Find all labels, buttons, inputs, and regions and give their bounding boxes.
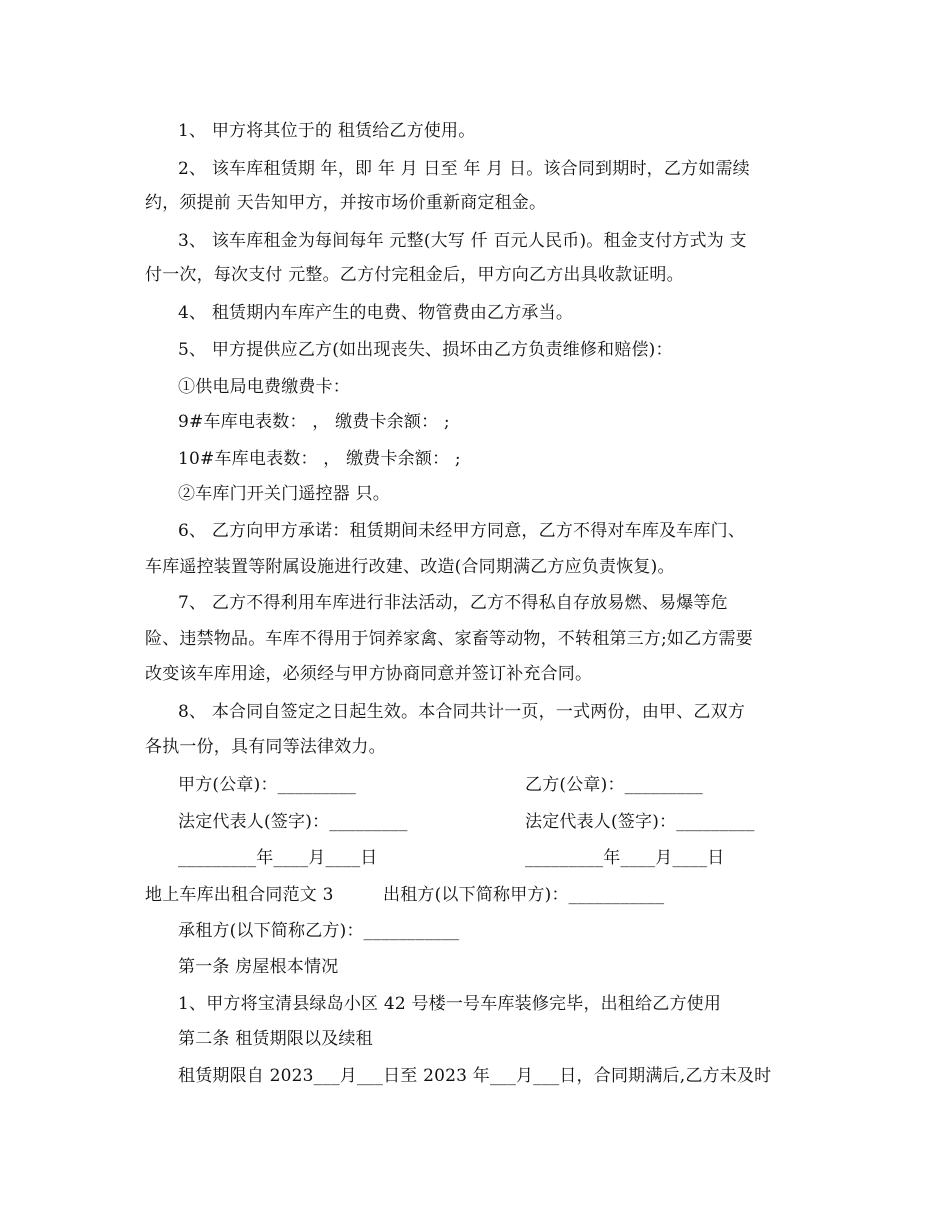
party-a-rep-field: 法定代表人(签字)：_________ — [178, 812, 408, 832]
clause-5-item-2: ②车库门开关门遥控器 只。 — [178, 484, 391, 504]
clause-8-line-2: 各执一份，具有同等法律效力。 — [145, 737, 386, 757]
clause-5-item-1: ①供电局电费缴费卡： — [178, 377, 350, 397]
party-a-date-field: _________年____月____日 — [178, 848, 378, 868]
party-a-seal-field: 甲方(公章)：_________ — [178, 775, 356, 795]
article-1-title: 第一条 房屋根本情况 — [178, 957, 339, 977]
clause-7-line-2: 险、违禁物品。车库不得用于饲养家禽、家畜等动物，不转租第三方;如乙方需要 — [145, 629, 753, 649]
clause-4: 4、 租赁期内车库产生的电费、物管费由乙方承当。 — [178, 303, 574, 323]
article-1-item-1: 1、甲方将宝清县绿岛小区 42 号楼一号车库装修完毕，出租给乙方使用 — [178, 994, 722, 1014]
clause-7-line-3: 改变该车库用途，必须经与甲方协商同意并签订补充合同。 — [145, 664, 593, 684]
clause-6-line-1: 6、 乙方向甲方承诺：租赁期间未经甲方同意，乙方不得对车库及车库门、 — [178, 521, 746, 541]
lessee-field: 承租方(以下简称乙方)：___________ — [178, 921, 460, 941]
section-3-title: 地上车库出租合同范文 3 — [145, 885, 334, 905]
clause-5-meter-9: 9#车库电表数： ， 缴费卡余额： ; — [178, 412, 450, 432]
clause-3-line-1: 3、 该车库租金为每间每年 元整(大写 仟 百元人民币)。租金支付方式为 支 — [178, 231, 747, 251]
clause-2-line-2: 约，须提前 天告知甲方，并按市场价重新商定租金。 — [145, 193, 547, 213]
clause-5-meter-10: 10#车库电表数： ， 缴费卡余额： ; — [178, 449, 461, 469]
clause-1: 1、 甲方将其位于的 租赁给乙方使用。 — [178, 121, 476, 141]
clause-7-line-1: 7、 乙方不得利用车库进行非法活动，乙方不得私自存放易燃、易爆等危 — [178, 593, 728, 613]
clause-6-line-2: 车库遥控装置等附属设施进行改建、改造(合同期满乙方应负责恢复)。 — [145, 557, 675, 577]
party-b-seal-field: 乙方(公章)：_________ — [525, 775, 703, 795]
article-2-text: 租赁期限自 2023___月___日至 2023 年___月___日，合同期满后,乙方未及时 — [178, 1066, 772, 1086]
lessor-field: 出租方(以下简称甲方)：___________ — [383, 885, 665, 905]
clause-2-line-1: 2、 该车库租赁期 年，即 年 月 日至 年 月 日。该合同到期时，乙方如需续 — [178, 159, 750, 179]
clause-8-line-1: 8、 本合同自签定之日起生效。本合同共计一页，一式两份，由甲、乙双方 — [178, 702, 746, 722]
article-2-title: 第二条 租赁期限以及续租 — [178, 1029, 373, 1049]
party-b-date-field: _________年____月____日 — [525, 848, 725, 868]
clause-5: 5、 甲方提供应乙方(如出现丧失、损坏由乙方负责维修和赔偿)： — [178, 340, 673, 360]
clause-3-line-2: 付一次，每次支付 元整。乙方付完租金后，甲方向乙方出具收款证明。 — [145, 265, 684, 285]
party-b-rep-field: 法定代表人(签字)：_________ — [525, 812, 755, 832]
